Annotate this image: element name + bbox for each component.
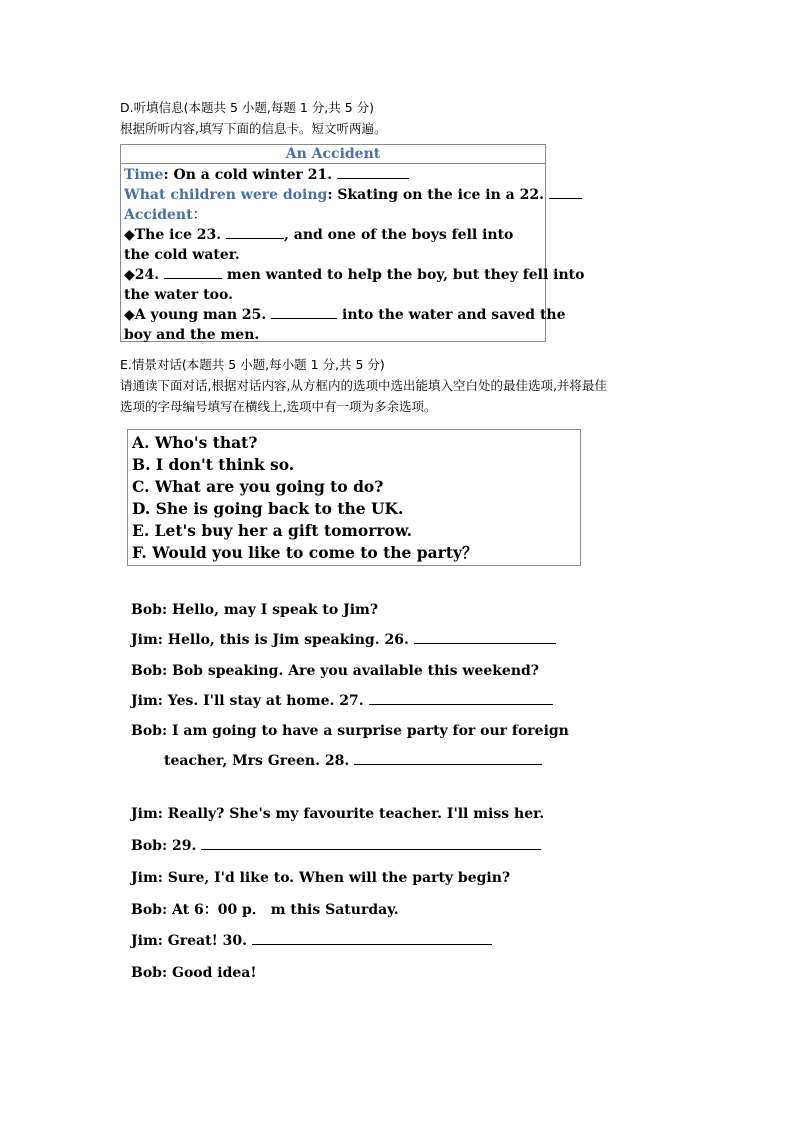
card-title: An Accident	[121, 145, 545, 164]
line3-text: ◆24.	[124, 267, 160, 283]
dialogue-line-5: Bob: I am going to have a surprise party for our foreign	[131, 723, 569, 739]
blank-28[interactable]	[354, 752, 542, 765]
card-row-accident	[124, 205, 207, 225]
line5-text: ◆A young man 25.	[124, 307, 267, 323]
accident-info-card	[120, 144, 585, 343]
accident-colon: ：	[192, 207, 207, 223]
dialogue-line-12: Bob: Good idea!	[131, 965, 257, 981]
dialogue-line-3: Bob: Bob speaking. Are you available this weekend?	[131, 663, 540, 679]
section-e-heading: E.情景对话(本题共 5 小题,每小题 1 分,共 5 分)	[120, 357, 385, 372]
section-d-instruction: 根据所听内容,填写下面的信息卡。短文听两遍。	[120, 121, 387, 136]
option-e: E. Let's buy her a gift tomorrow.	[132, 521, 413, 540]
card-row-doing	[124, 185, 582, 205]
options-box	[127, 429, 581, 566]
blank-23[interactable]	[226, 226, 284, 239]
dialogue-text-8: Bob: 29.	[131, 838, 197, 854]
line1-text: ◆The ice 23.	[124, 227, 222, 243]
dialogue-line-11	[131, 932, 492, 950]
dialogue-line-7: Jim: Really? She's my favourite teacher. I'll miss her.	[131, 806, 545, 822]
dialogue-text-11: Jim: Great! 30.	[131, 933, 247, 949]
section-e-instruction-1: 请通读下面对话,根据对话内容,从方框内的选项中选出能填入空白处的最佳选项,并将最佳	[120, 378, 607, 393]
card-row-24	[124, 265, 584, 285]
blank-26[interactable]	[414, 631, 556, 644]
doing-text: : Skating on the ice in a 22.	[327, 187, 544, 203]
option-b: B. I don't think so.	[132, 455, 295, 474]
section-d-heading: D.听填信息(本题共 5 小题,每题 1 分,共 5 分)	[120, 100, 374, 115]
card-row-line2: the cold water.	[124, 247, 240, 263]
option-f: F. Would you like to come to the party？	[132, 543, 478, 562]
blank-27[interactable]	[369, 692, 553, 705]
line5b-text: into the water and saved the	[337, 307, 566, 323]
card-row-25	[124, 305, 566, 325]
dialogue-line-8	[131, 837, 541, 855]
dialogue-line-10: Bob: At 6：00 p． m this Saturday.	[131, 902, 399, 918]
dialogue-line-2	[131, 631, 556, 649]
option-a: A. Who's that?	[132, 433, 258, 452]
doing-label: What children were doing	[124, 187, 328, 203]
dialogue-line-4	[131, 692, 553, 710]
card-row-time	[124, 165, 409, 185]
blank-25[interactable]	[271, 306, 337, 319]
line1b-text: , and one of the boys fell into	[284, 227, 514, 243]
card-row-line6: boy and the men.	[124, 327, 260, 343]
accident-label: Accident	[124, 207, 193, 223]
dialogue-line-9: Jim: Sure, I'd like to. When will the party begin?	[131, 870, 511, 886]
blank-24[interactable]	[164, 266, 222, 279]
option-c: C. What are you going to do?	[132, 477, 384, 496]
dialogue-text-6: teacher, Mrs Green. 28.	[164, 753, 350, 769]
section-e-instruction-2: 选项的字母编号填写在横线上,选项中有一项为多余选项。	[120, 399, 437, 414]
line3b-text: men wanted to help the boy, but they fell into	[222, 267, 585, 283]
time-label: Time	[124, 167, 164, 183]
blank-21[interactable]	[337, 166, 409, 179]
dialogue-line-1: Bob: Hello, may I speak to Jim?	[131, 602, 379, 618]
dialogue-line-6	[164, 752, 542, 770]
blank-30[interactable]	[252, 932, 492, 945]
dialogue-text-2: Jim: Hello, this is Jim speaking. 26.	[131, 632, 409, 648]
option-d: D. She is going back to the UK.	[132, 499, 404, 518]
blank-22[interactable]	[549, 186, 582, 199]
card-row-23	[124, 225, 513, 245]
time-text: : On a cold winter 21.	[163, 167, 333, 183]
blank-29[interactable]	[201, 837, 541, 850]
dialogue-text-4: Jim: Yes. I'll stay at home. 27.	[131, 693, 364, 709]
card-row-line4: the water too.	[124, 287, 233, 303]
